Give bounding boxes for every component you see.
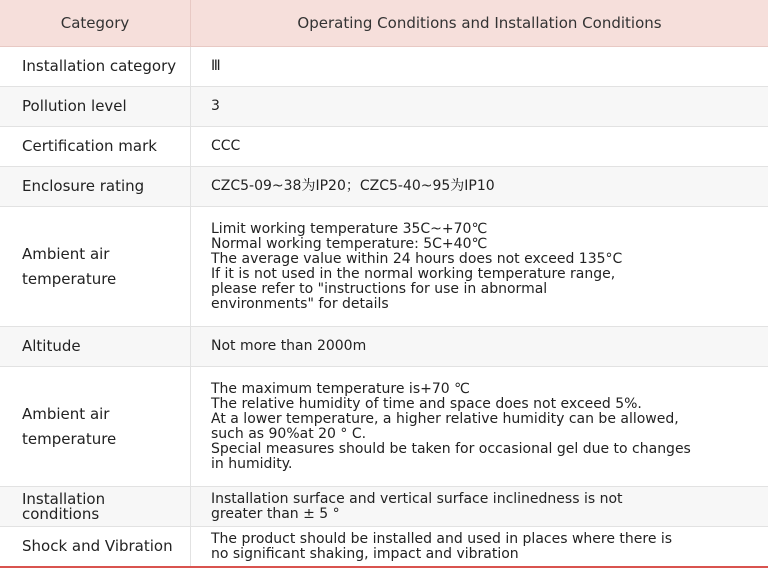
row-category: Altitude (22, 337, 81, 355)
row-category: Installation category (22, 57, 177, 75)
table-row (0, 527, 768, 566)
table-row (0, 167, 768, 207)
row-value: Ⅲ (190, 47, 768, 86)
table-row (0, 47, 768, 87)
row-value: Not more than 2000m (190, 327, 768, 366)
row-category: Shock and Vibration (22, 537, 173, 555)
row-value: CCC (190, 127, 768, 166)
table-header-row (0, 0, 768, 47)
table-row (0, 327, 768, 367)
table-row (0, 207, 768, 327)
row-value: The product should be installed and used in places where there is no significant shaking, impact and vibration (190, 527, 768, 566)
row-category: Installation conditions (22, 489, 106, 523)
table-row (0, 127, 768, 167)
row-category: Pollution level (22, 97, 127, 115)
header-conditions: Operating Conditions and Installation Conditions (190, 0, 768, 46)
table-row (0, 87, 768, 127)
row-value: 3 (190, 87, 768, 126)
row-category: Certification mark (22, 137, 157, 155)
row-category: Ambient air temperature (22, 404, 117, 448)
header-category: Category (60, 13, 130, 32)
row-value: Installation surface and vertical surface inclinedness is not greater than ± 5 ° (190, 487, 768, 526)
row-category: Ambient air temperature (22, 244, 117, 288)
table-row (0, 487, 768, 527)
row-value: CZC5-09~38为IP20；CZC5-40~95为IP10 (190, 167, 768, 206)
row-value: Limit working temperature 35C~+70℃ Normal working temperature: 5C+40℃ The average value within 24 hours does not exceed 135°C If it is not used in the normal working temperature range, please refer to "instructions for use in abnormal environments" for details (190, 207, 768, 326)
row-category: Enclosure rating (22, 177, 145, 195)
row-value: The maximum temperature is+70 ℃ The relative humidity of time and space does not exceed 5%. At a lower temperature, a higher relative humidity can be allowed, such as 90%at 20 ° C. Special measures should be taken for occasional gel due to changes in humidity. (190, 367, 768, 486)
table-row (0, 367, 768, 487)
